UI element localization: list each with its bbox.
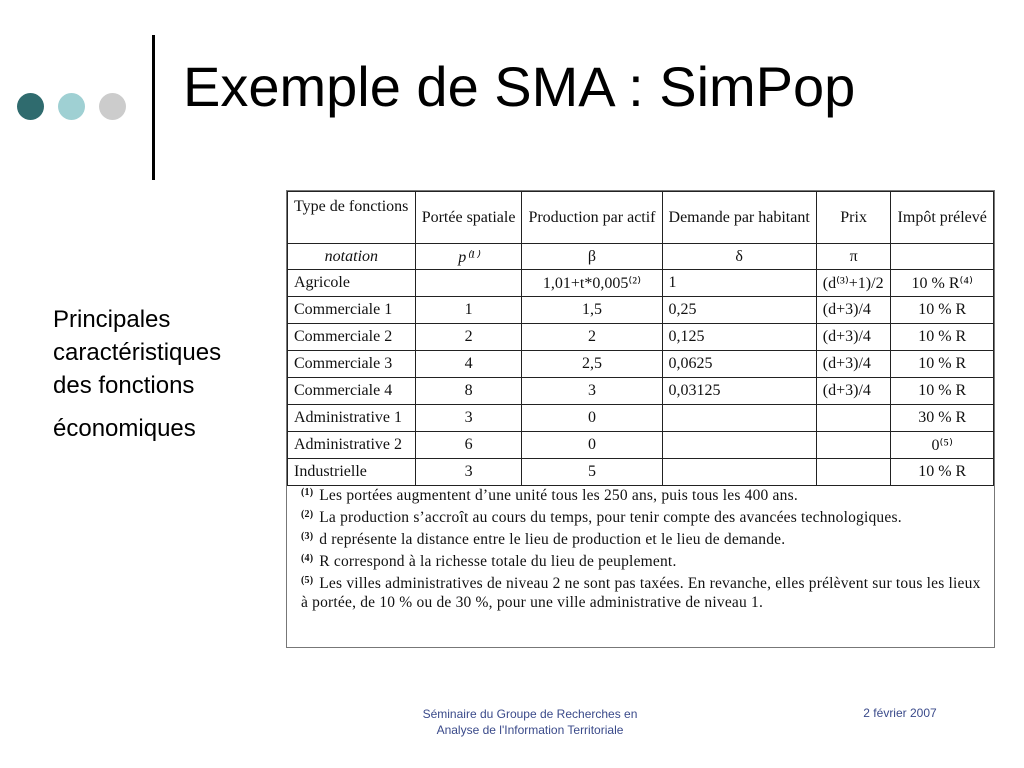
scanned-table-image xyxy=(286,190,995,648)
side-line: des fonctions xyxy=(53,372,195,399)
side-caption xyxy=(53,303,263,445)
table-row xyxy=(288,378,994,405)
footnotes xyxy=(301,483,981,612)
footnote xyxy=(301,571,981,612)
footnote xyxy=(301,549,981,571)
footer-date: 2 février 2007 xyxy=(863,706,937,720)
table-row xyxy=(288,297,994,324)
table-cell xyxy=(816,405,891,432)
dot-grey xyxy=(99,93,126,120)
header-cell: Impôt prélevé xyxy=(891,192,994,244)
side-line: économiques xyxy=(53,415,196,442)
table-cell: (d+3)/4 xyxy=(816,378,891,405)
table-row xyxy=(288,351,994,378)
footer-line: Séminaire du Groupe de Recherches en xyxy=(422,707,638,721)
table-cell: 8 xyxy=(415,378,522,405)
table-cell: 2 xyxy=(415,324,522,351)
dot-light xyxy=(58,93,85,120)
functions-table xyxy=(287,191,994,486)
title-divider xyxy=(152,35,155,180)
table-cell: (d⁽³⁾+1)/2 xyxy=(816,270,891,297)
table-cell: 0,125 xyxy=(662,324,816,351)
table-cell: 6 xyxy=(415,432,522,459)
table-cell: 3 xyxy=(522,378,662,405)
footnote-mark: (1) xyxy=(301,487,314,498)
footnote-text: d représente la distance entre le lieu de production et le lieu de demande. xyxy=(319,531,786,548)
table-cell: 4 xyxy=(415,351,522,378)
table-cell: 0 xyxy=(522,405,662,432)
notation-cell: p⁽¹⁾ xyxy=(415,244,522,270)
table-cell: 1 xyxy=(415,297,522,324)
header-cell: Prix xyxy=(816,192,891,244)
decorative-dots xyxy=(17,93,126,120)
table-cell: 0⁽⁵⁾ xyxy=(891,432,994,459)
table-cell: (d+3)/4 xyxy=(816,324,891,351)
table-cell: 0,25 xyxy=(662,297,816,324)
table-row xyxy=(288,270,994,297)
footer-seminar xyxy=(385,706,675,738)
table-cell: 5 xyxy=(522,459,662,486)
table-cell: 10 % R xyxy=(891,297,994,324)
footnote-mark: (4) xyxy=(301,553,314,564)
table-cell: 0,0625 xyxy=(662,351,816,378)
table-cell: 3 xyxy=(415,405,522,432)
table-row xyxy=(288,432,994,459)
header-cell: Production par actif xyxy=(522,192,662,244)
table-cell: (d+3)/4 xyxy=(816,351,891,378)
table-cell: Industrielle xyxy=(288,459,416,486)
footnote-text: R correspond à la richesse totale du lieu de peuplement. xyxy=(319,553,677,570)
footnote-mark: (2) xyxy=(301,509,314,520)
table-cell: 1,5 xyxy=(522,297,662,324)
table-cell: Administrative 1 xyxy=(288,405,416,432)
footnote-mark: (3) xyxy=(301,531,314,542)
footnote-mark: (5) xyxy=(301,575,314,586)
table-cell xyxy=(816,459,891,486)
table-row xyxy=(288,324,994,351)
table-cell: Commerciale 4 xyxy=(288,378,416,405)
table-cell xyxy=(415,270,522,297)
table-row xyxy=(288,459,994,486)
table-cell: 2 xyxy=(522,324,662,351)
table-cell: 2,5 xyxy=(522,351,662,378)
table-cell: 10 % R xyxy=(891,351,994,378)
header-cell: Demande par habitant xyxy=(662,192,816,244)
table-cell xyxy=(662,432,816,459)
table-row xyxy=(288,405,994,432)
table-cell: Commerciale 1 xyxy=(288,297,416,324)
footnote xyxy=(301,483,981,505)
table-cell: 1 xyxy=(662,270,816,297)
table-cell: 10 % R xyxy=(891,324,994,351)
table-cell: 10 % R xyxy=(891,459,994,486)
table-cell: (d+3)/4 xyxy=(816,297,891,324)
dot-dark xyxy=(17,93,44,120)
table-cell xyxy=(662,405,816,432)
table-cell: 30 % R xyxy=(891,405,994,432)
table-cell: 10 % R⁽⁴⁾ xyxy=(891,270,994,297)
notation-cell: notation xyxy=(288,244,416,270)
notation-cell xyxy=(891,244,994,270)
side-line: Principales xyxy=(53,306,171,333)
slide-title: Exemple de SMA : SimPop xyxy=(183,55,856,118)
table-cell: 3 xyxy=(415,459,522,486)
table-body xyxy=(288,270,994,486)
table-cell: Administrative 2 xyxy=(288,432,416,459)
footnote xyxy=(301,505,981,527)
table-cell: Commerciale 2 xyxy=(288,324,416,351)
footnote-text: La production s’accroît au cours du temps, pour tenir compte des avancées technologiques. xyxy=(319,509,902,526)
notation-cell: π xyxy=(816,244,891,270)
table-cell: 0,03125 xyxy=(662,378,816,405)
table-cell: Commerciale 3 xyxy=(288,351,416,378)
footer-line: Analyse de l'Information Territoriale xyxy=(436,723,624,737)
footnote-text: Les villes administratives de niveau 2 ne sont pas taxées. En revanche, elles prélèvent sur tous les lieux à portée, de 10 % ou de 30 %, pour une ville administrative de niveau 1. xyxy=(301,575,981,611)
header-cell: Type de fonctions xyxy=(288,192,416,244)
table-cell xyxy=(662,459,816,486)
table-cell xyxy=(816,432,891,459)
table-cell: 0 xyxy=(522,432,662,459)
notation-cell: β xyxy=(522,244,662,270)
table-cell: 1,01+t*0,005⁽²⁾ xyxy=(522,270,662,297)
table-cell: Agricole xyxy=(288,270,416,297)
footnote-text: Les portées augmentent d’une unité tous les 250 ans, puis tous les 400 ans. xyxy=(319,487,798,504)
side-line: caractéristiques xyxy=(53,339,222,366)
notation-row xyxy=(288,244,994,270)
table-header-row xyxy=(288,192,994,244)
footnote xyxy=(301,527,981,549)
header-cell: Portée spatiale xyxy=(415,192,522,244)
table-cell: 10 % R xyxy=(891,378,994,405)
notation-cell: δ xyxy=(662,244,816,270)
